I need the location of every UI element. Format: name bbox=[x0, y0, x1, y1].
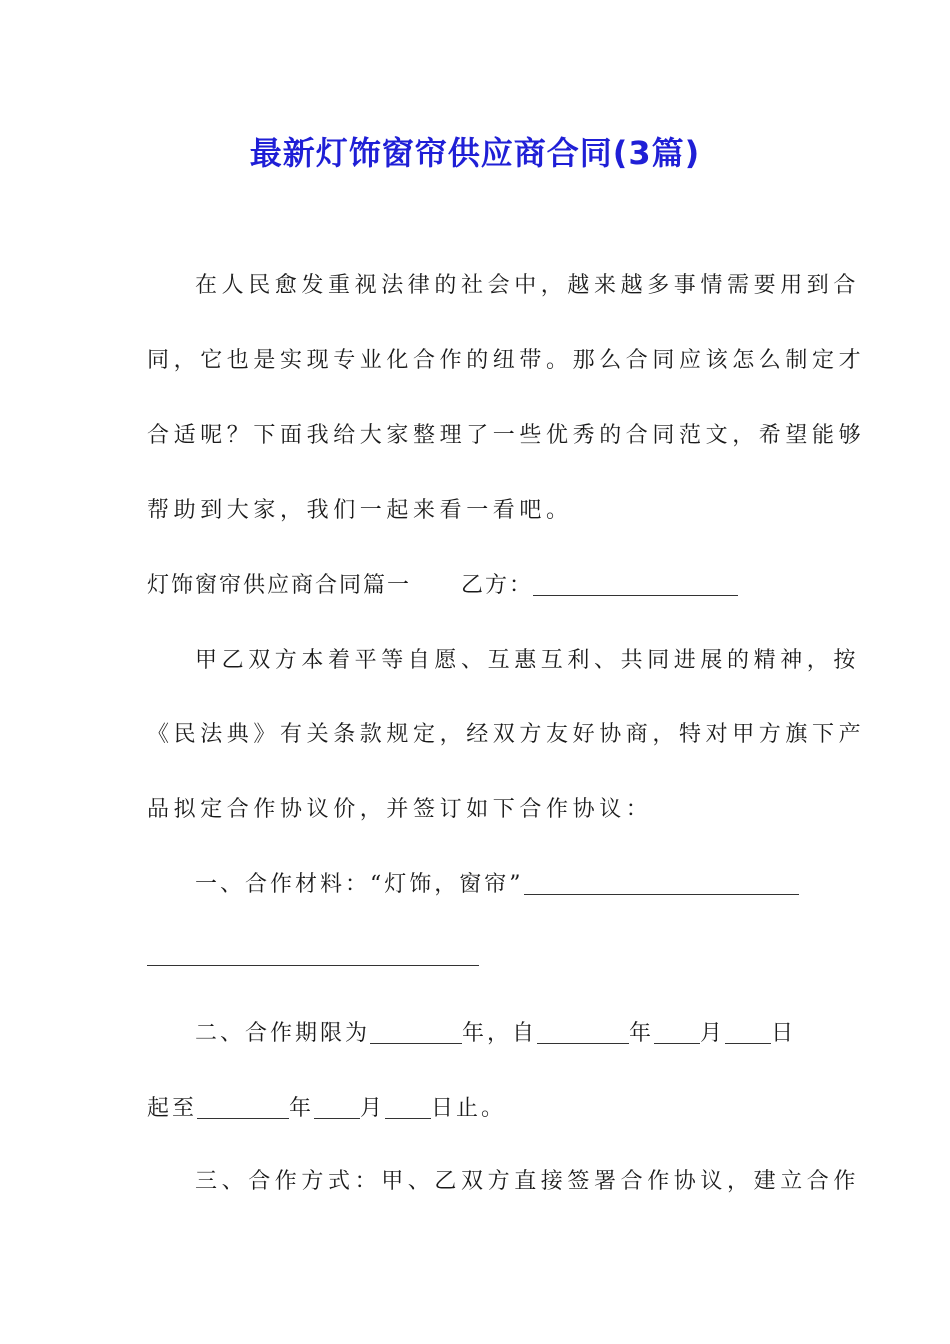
item1-row bbox=[147, 870, 855, 900]
item2-row-2 bbox=[147, 1094, 807, 1124]
para1-line-2: 《民法典》有关条款规定，经双方友好协商，特对甲方旗下产 bbox=[147, 722, 866, 747]
section-heading-row bbox=[147, 571, 807, 601]
years-blank bbox=[370, 1023, 462, 1044]
item2-part-7: 年 bbox=[289, 1096, 315, 1121]
start-day-blank bbox=[725, 1023, 771, 1044]
end-month-blank bbox=[314, 1098, 360, 1119]
item1-blank-continued bbox=[147, 965, 479, 966]
item2-row-1 bbox=[147, 1019, 855, 1049]
end-year-blank bbox=[197, 1098, 289, 1119]
para1-line-1: 甲乙双方本着平等自愿、互惠互利、共同进展的精神，按 bbox=[195, 648, 861, 673]
item1-blank bbox=[524, 874, 799, 895]
party-b-label: 乙方： bbox=[461, 573, 534, 598]
item2-part-4: 月 bbox=[700, 1021, 726, 1046]
end-day-blank bbox=[385, 1098, 431, 1119]
item2-part-2: 年，自 bbox=[462, 1021, 538, 1046]
page-title: 最新灯饰窗帘供应商合同(3篇) bbox=[249, 134, 701, 172]
start-month-blank bbox=[654, 1023, 700, 1044]
party-b-blank bbox=[533, 575, 738, 596]
item2-part-5: 日 bbox=[771, 1021, 797, 1046]
item1-text: 一、合作材料：“灯饰，窗帘” bbox=[195, 872, 524, 897]
para1-line-3: 品拟定合作协议价，并签订如下合作协议： bbox=[147, 797, 653, 822]
start-year-blank bbox=[537, 1023, 629, 1044]
item2-part-3: 年 bbox=[629, 1021, 655, 1046]
intro-line-3: 合适呢？下面我给大家整理了一些优秀的合同范文，希望能够 bbox=[147, 423, 866, 448]
item3-line: 三、合作方式：甲、乙双方直接签署合作协议，建立合作 bbox=[195, 1169, 861, 1194]
item2-part-8: 月 bbox=[360, 1096, 386, 1121]
item2-part-9: 日止。 bbox=[431, 1096, 507, 1121]
section-heading: 灯饰窗帘供应商合同篇一 bbox=[147, 573, 412, 598]
intro-line-2: 同，它也是实现专业化合作的纽带。那么合同应该怎么制定才 bbox=[147, 348, 866, 373]
item2-part-1: 二、合作期限为 bbox=[195, 1021, 371, 1046]
intro-line-1: 在人民愈发重视法律的社会中，越来越多事情需要用到合 bbox=[195, 273, 861, 298]
item2-part-6: 起至 bbox=[147, 1096, 198, 1121]
intro-line-4: 帮助到大家，我们一起来看一看吧。 bbox=[147, 498, 573, 523]
